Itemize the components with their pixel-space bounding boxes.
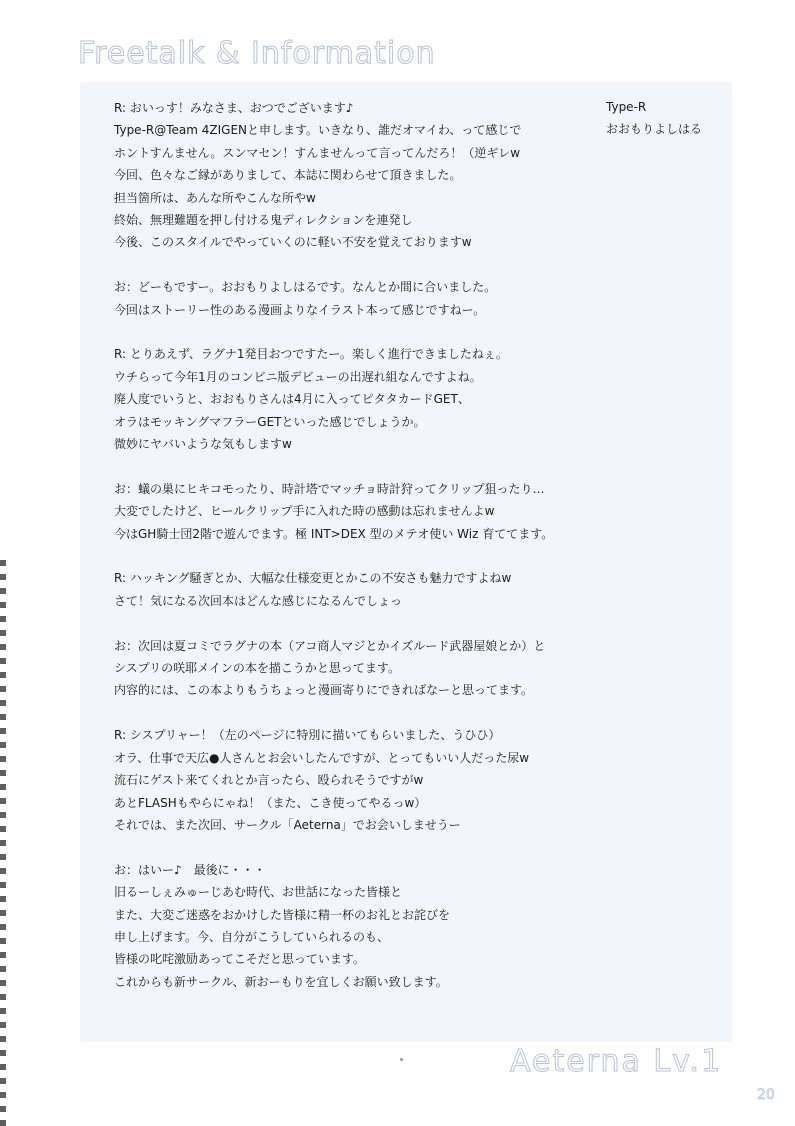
text-line: 今後、このスタイルでやっていくのに軽い不安を覚えておりますw xyxy=(114,235,472,250)
text-line: 今回、色々なご縁がありまして、本誌に関わらせて頂きました。 xyxy=(114,168,462,183)
text-line: 流石にゲスト来てくれとか言ったら、殴られそうですがw xyxy=(114,773,424,788)
text-line: お：次回は夏コミでラグナの本（アコ商人マジとかイズルード武器屋娘とか）と xyxy=(114,638,546,653)
print-speck xyxy=(400,1058,403,1061)
text-line: ホントすんません。スンマセン！すんませんって言ってんだろ！（逆ギレw xyxy=(114,145,521,160)
text-line: R: おいっす！みなさま、おつでございます♪ xyxy=(114,101,354,115)
text-line: お：どーもですー。おおもりよしはるです。なんとか間に合いました。 xyxy=(114,280,497,295)
text-line: Type-R@Team 4ZIGENと申します。いきなり、誰だオマイわ、って感じで xyxy=(114,123,522,138)
text-line: お：蟻の巣にヒキコモったり、時計塔でマッチョ時計狩ってクリップ狙ったり… xyxy=(114,481,545,496)
text-line: 大変でしたけど、ヒールクリップ手に入れた時の感動は忘れませんよw xyxy=(114,504,495,519)
paragraph xyxy=(114,343,594,455)
footer-logo: Aeterna Lv.1 xyxy=(510,1044,723,1079)
text-line: 廃人度でいうと、おおもりさんは4月に入ってピタタカードGET、 xyxy=(114,392,470,407)
text-line: 内容的には、この本よりもうちょっと漫画寄りにできればなーと思ってます。 xyxy=(114,683,534,698)
text-line: R: ハッキング騒ぎとか、大幅な仕様変更とかこの不安さも魅力ですよねw xyxy=(114,571,512,586)
paragraph xyxy=(114,478,594,545)
text-line: また、大変ご迷惑をおかけした皆様に精一杯のお礼とお詫びを xyxy=(114,907,451,922)
freetalk-body xyxy=(114,97,594,993)
text-line: これからも新サークル、新おーもりを宜しくお願い致します。 xyxy=(114,974,448,989)
author-credits xyxy=(606,96,702,140)
page-number: 20 xyxy=(757,1087,775,1103)
text-line: あとFLASHもやらにゃね！（また、こき使ってやるっw） xyxy=(114,795,427,810)
text-line: さて！気になる次回本はどんな感じになるんでしょっ xyxy=(114,593,403,608)
text-line: R: シスプリャー！（左のページに特別に描いてもらいました、うひひ） xyxy=(114,728,501,743)
text-line: 申し上げます。今、自分がこうしていられるのも、 xyxy=(114,929,390,944)
text-line: シスプリの咲耶メインの本を描こうかと思ってます。 xyxy=(114,661,400,676)
text-line: オラはモッキングマフラーGETといった感じでしょうか。 xyxy=(114,414,426,429)
text-line: R: とりあえず、ラグナ1発目おつですたー。楽しく進行できましたねぇ。 xyxy=(114,347,508,362)
text-line: オラ、仕事で天広●人さんとお会いしたんですが、とってもいい人だった尿w xyxy=(114,750,530,765)
text-line: それでは、また次回、サークル「Aeterna」でお会いしませうー xyxy=(114,817,461,832)
text-line: 微妙にヤバいような気もしますw xyxy=(114,437,292,452)
page-title: Freetalk & Information xyxy=(78,36,436,71)
text-line: お：はいー♪ 最後に・・・ xyxy=(114,862,266,877)
paragraph xyxy=(114,724,594,836)
paragraph xyxy=(114,567,594,612)
text-line: 皆様の叱咤激励あってこそだと思っています。 xyxy=(114,952,365,967)
text-line: 今はGH騎士団2階で遊んでます。極 INT>DEX 型のメテオ使い Wiz 育ててます。 xyxy=(114,526,554,541)
credit-author-2: おおもりよしはる xyxy=(606,122,703,136)
text-line: 終始、無理難題を押し付ける鬼ディレクションを連発し xyxy=(114,213,413,228)
paragraph xyxy=(114,97,594,254)
text-line: 今回はストーリー性のある漫画よりなイラスト本って感じですねー。 xyxy=(114,302,486,317)
paragraph xyxy=(114,635,594,702)
text-line: 旧るーしぇみゅーじあむ時代、お世話になった皆様と xyxy=(114,885,403,900)
text-line: 担当箇所は、あんな所やこんな所やw xyxy=(114,190,316,205)
paragraph xyxy=(114,276,594,321)
text-line: ウチらって今年1月のコンビニ版デビューの出遅れ組なんですよね。 xyxy=(114,369,482,384)
paragraph xyxy=(114,859,594,993)
binding-edge xyxy=(0,560,6,1126)
credit-author-1: Type-R xyxy=(606,100,647,114)
